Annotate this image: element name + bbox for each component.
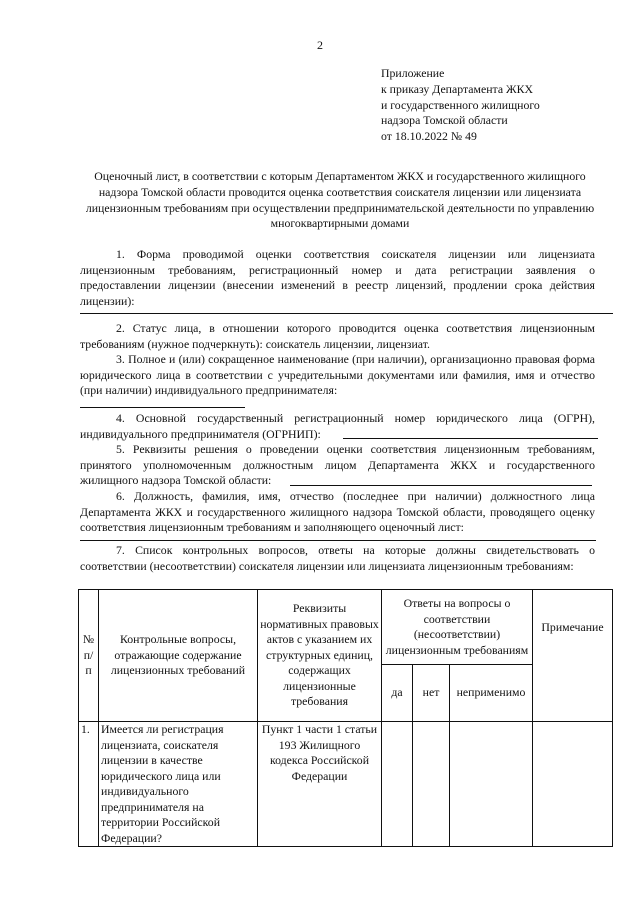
header-requisites: Реквизиты нормативных правовых актов с указанием их структурных единиц, содержащих лицензионные требования [258,590,382,722]
header-na: неприменимо [450,665,533,722]
item-1 [80,247,595,310]
item-6-text: 6. Должность, фамилия, имя, отчество (последнее при наличии) должностного лица Департамента ЖКХ и государственного жилищного надзора Томской области, проводящего оценку соответствия лицензионным требованиям и заполняющего оценочный лист: [80,489,595,535]
row-answer-yes[interactable] [382,722,413,847]
item-7 [80,543,595,574]
appendix-line: и государственного жилищного [381,97,540,112]
header-note: Примечание [533,590,613,722]
row-requisite: Пункт 1 части 1 статьи 193 Жилищного кодекса Российской Федерации [258,722,382,847]
document-title: Оценочный лист, в соответствии с которым Департаментом ЖКХ и государственного жилищного надзора Томской области проводится оценка соответствия соискателя лицензии или лицензиата лицензионным требованиям при осуществлении предпринимательской деятельности по управлению многоквартирными домами [85,169,595,231]
row-question: Имеется ли регистрация лицензиата, соискателя лицензии в качестве юридического лица или индивидуального предпринимателя на территории Российской Федерации? [99,722,258,847]
item-3-fill-line [80,407,245,408]
row-answer-na[interactable] [450,722,533,847]
item-1-text: 1. Форма проводимой оценки соответствия соискателя лицензии или лицензиата лицензионным требованиям, регистрационный номер и дата регистрации заявления о предоставлении лицензии (внесении изменений в реестр лицензий, продлении срока действия лицензии): [80,247,595,309]
header-answers: Ответы на вопросы о соответствии (несоответствии) лицензионным требованиям [382,590,533,665]
item-3-text: 3. Полное и (или) сокращенное наименование (при наличии), организационно правовая форма юридического лица в соответствии с учредительными документами или фамилия, имя и отчество (при наличии) индивидуального предпринимателя: [80,352,595,398]
row-note[interactable] [533,722,613,847]
header-yes: да [382,665,413,722]
page-number: 2 [317,38,323,52]
header-no: нет [413,665,450,722]
appendix-line: Приложение [381,66,445,80]
item-3 [80,352,595,399]
appendix-line: к приказу Департамента ЖКХ [381,81,533,96]
item-6 [80,489,595,536]
item-6-fill-line [80,540,596,541]
header-num: № п/п [79,590,99,722]
item-2-text: 2. Статус лица, в отношении которого проводится оценка соответствия лицензионным требованиям (нужное подчеркнуть): соискатель лицензии, лицензиат. [80,321,595,351]
item-5-fill-line [290,485,592,486]
item-4-text: 4. Основной государственный регистрационный номер юридического лица (ОГРН), индивидуального предпринимателя (ОГРНИП): [80,411,595,441]
item-1-fill-line [80,313,613,314]
appendix-line: надзора Томской области [381,113,508,128]
item-5-text: 5. Реквизиты решения о проведении оценки соответствия лицензионным требованиям, принятого уполномоченным должностным лицом Департамента ЖКХ и государственного жилищного надзора Томской области: [80,442,595,488]
item-2 [80,321,595,352]
item-7-text: 7. Список контрольных вопросов, ответы на которые должны свидетельствовать о соответствии (несоответствии) соискателя лицензии или лицензиата лицензионным требованиям: [80,543,595,573]
row-answer-no[interactable] [413,722,450,847]
appendix-line: от 18.10.2022 № 49 [381,129,477,144]
item-5 [80,442,595,489]
item-4-fill-line [343,438,598,439]
table-row [79,722,613,847]
checklist-table [78,589,613,847]
header-questions: Контрольные вопросы, отражающие содержание лицензионных требований [99,590,258,722]
row-num: 1. [79,722,99,847]
appendix-header [381,66,540,145]
